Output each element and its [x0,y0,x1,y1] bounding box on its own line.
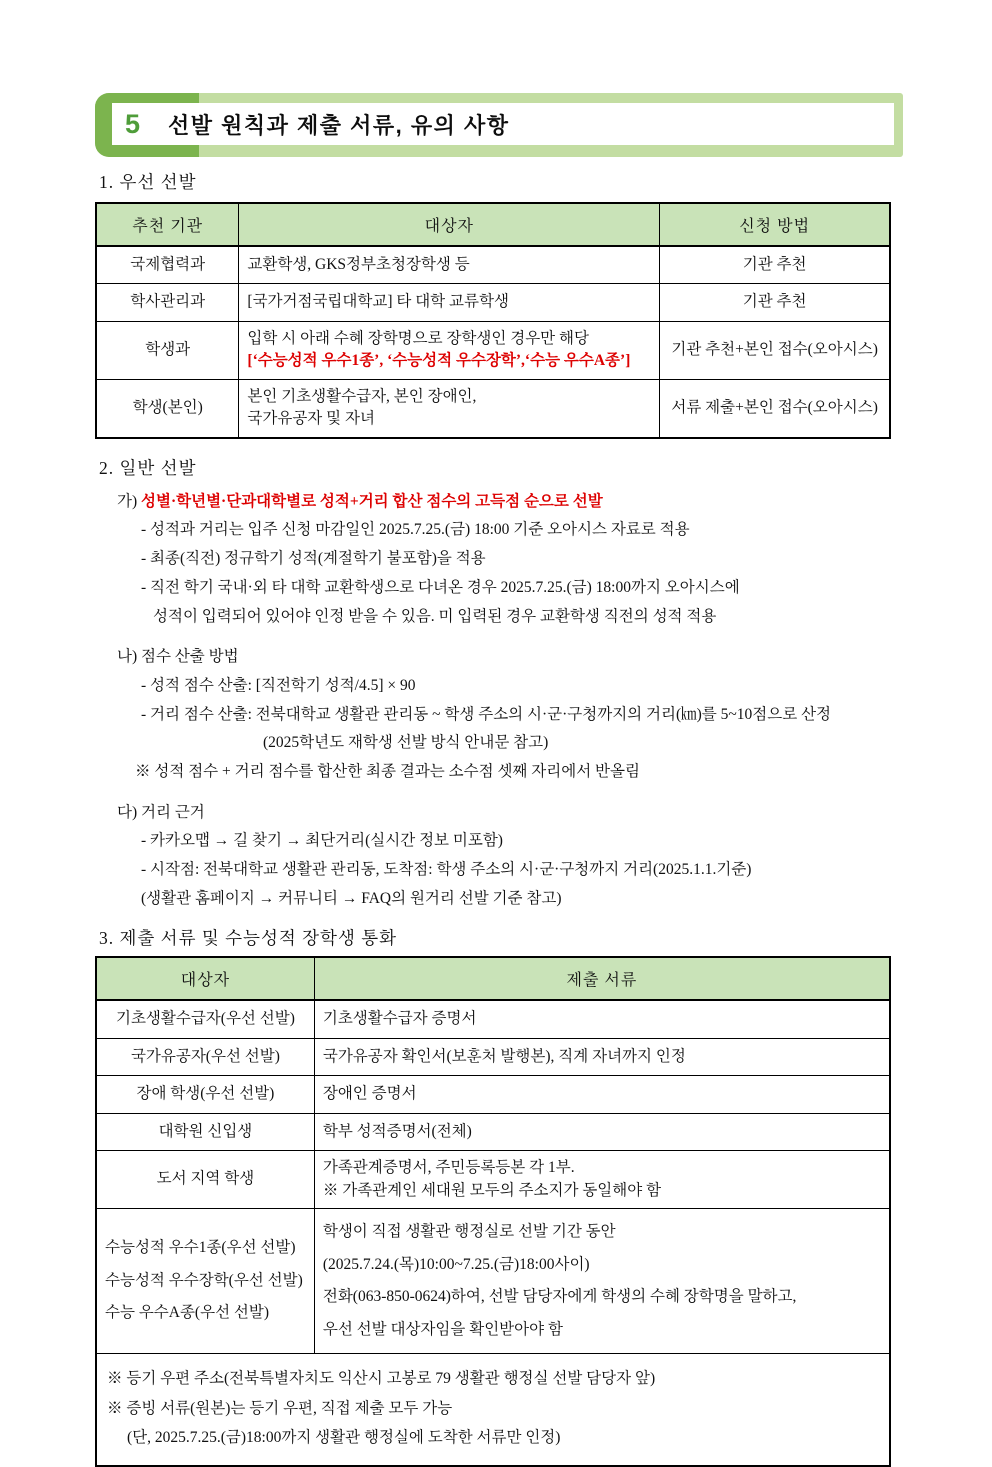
ga-bullet-continuation: 성적이 입력되어 있어야 인정 받을 수 있음. 미 입력된 경우 교환학생 직전의 성적 적용 [153,607,717,625]
table-row [96,284,890,321]
table-row [96,1151,890,1209]
org-cell: 학생과 [96,321,239,379]
na-rounding-note: ※ 성적 점수 + 거리 점수를 합산한 최종 결과는 소수점 셋째 자리에서 반올림 [135,762,640,780]
section-2-heading: 2. 일반 선발 [99,457,197,478]
table-row [96,1113,890,1150]
docs-line: ※ 가족관계인 세대원 모두의 주소지가 동일해야 함 [322,1181,662,1199]
header-org: 추천 기관 [96,203,239,246]
target-cell [239,321,660,379]
note-line: (단, 2025.7.25.(금)18:00까지 생활관 행정실에 도착한 서류만 인정) [127,1429,561,1447]
section-5-banner [95,93,903,157]
table-note-row [96,1354,890,1466]
ga-bullet: - 최종(직전) 정규학기 성적(계절학기 불포함)을 적용 [141,550,486,568]
target-cell: 교환학생, GKS정부초청장학생 등 [239,246,660,284]
da-bullet: - 카카오맵 → 길 찾기 → 최단거리(실시간 정보 미포함) [141,832,503,850]
priority-selection-table [95,202,891,439]
target-cell [239,379,660,437]
target-cell: [국가거점국립대학교] 타 대학 교류학생 [239,284,660,321]
target-cell: 장애 학생(우선 선발) [96,1076,314,1113]
submission-documents-table [95,956,891,1466]
header-target: 대상자 [239,203,660,246]
target-line: 수능성적 우수1종(우선 선발) [105,1239,296,1257]
table-row [96,1000,890,1038]
ga-bullet: - 성적과 거리는 입주 신청 마감일인 2025.7.25.(금) 18:00 기준 오아시스 자료로 적용 [141,521,690,539]
docs-cell: 장애인 증명서 [314,1076,890,1113]
ga-bullet: - 직전 학기 국내·외 타 대학 교환학생으로 다녀온 경우 2025.7.25.(금) 18:00까지 오아시스에 [141,578,740,596]
table-row [96,1076,890,1113]
section-3-heading: 3. 제출 서류 및 수능성적 장학생 통화 [99,928,398,949]
note-cell [96,1354,890,1466]
docs-line: (2025.7.24.(목)10:00~7.25.(금)18:00사이) [322,1255,590,1273]
na-label: 나) 점수 산출 방법 [117,648,239,666]
docs-cell: 기초생활수급자 증명서 [314,1000,890,1038]
section-number: 5 [125,108,141,139]
header-docs: 제출 서류 [314,957,890,1000]
org-cell: 학사관리과 [96,284,239,321]
header-method: 신청 방법 [660,203,890,246]
docs-line: 학생이 직접 생활관 행정실로 선발 기간 동안 [322,1223,616,1241]
section-1-heading: 1. 우선 선발 [99,172,197,192]
table-row [96,246,890,284]
target-line: 입학 시 아래 수혜 장학명으로 장학생인 경우만 해당 [247,329,589,347]
org-cell: 국제협력과 [96,246,239,284]
target-cell: 대학원 신입생 [96,1113,314,1150]
target-cell: 도서 지역 학생 [96,1151,314,1209]
method-cell: 서류 제출+본인 접수(오아시스) [660,379,890,437]
target-line: 수능성적 우수장학(우선 선발) [105,1271,303,1289]
method-cell: 기관 추천+본인 접수(오아시스) [660,321,890,379]
banner-inner [112,103,894,145]
ga-emphasis-text: 성별·학년별·단과대학별로 성적+거리 합산 점수의 고득점 순으로 선발 [141,492,603,510]
docs-line: 가족관계증명서, 주민등록등본 각 1부. [322,1159,575,1177]
da-label: 다) 거리 근거 [117,803,205,821]
table-row [96,1209,890,1354]
da-reference-note: (생활관 홈페이지 → 커뮤니티 → FAQ의 원거리 선발 기준 참고) [141,889,562,907]
docs-line: 전화(063-850-0624)하여, 선발 담당자에게 학생의 수혜 장학명을 말하고, [322,1288,797,1306]
table-header-row [96,957,890,1000]
target-cell: 기초생활수급자(우선 선발) [96,1000,314,1038]
target-line: 본인 기초생활수급자, 본인 장애인, [247,387,477,405]
target-line: 수능 우수A종(우선 선발) [105,1304,270,1322]
table-row [96,379,890,437]
page-title: 선발 원칙과 제출 서류, 유의 사항 [168,112,510,138]
method-cell: 기관 추천 [660,246,890,284]
docs-cell [314,1209,890,1354]
docs-cell: 학부 성적증명서(전체) [314,1113,890,1150]
na-bullet: - 거리 점수 산출: 전북대학교 생활관 관리동 ~ 학생 주소의 시·군·구청까지의 거리(㎞)를 5~10점으로 산정 [141,705,832,723]
table-row [96,321,890,379]
note-line: ※ 증빙 서류(원본)는 등기 우편, 직접 제출 모두 가능 [107,1399,453,1417]
score-calc-na-block [95,643,891,786]
da-bullet: - 시작점: 전북대학교 생활관 관리동, 도착점: 학생 주소의 시·군·구청까지 거리(2025.1.1.기준) [141,860,752,878]
org-cell: 학생(본인) [96,379,239,437]
target-cell [96,1209,314,1354]
ga-title-line [95,488,891,517]
method-cell: 기관 추천 [660,284,890,321]
na-bullet-continuation: (2025학년도 재학생 선발 방식 안내문 참고) [263,734,549,752]
header-target: 대상자 [96,957,314,1000]
docs-line: 우선 선발 대상자임을 확인받아야 함 [322,1320,563,1338]
document-content [95,163,891,1467]
note-line: ※ 등기 우편 주소(전북특별자치도 익산시 고봉로 79 생활관 행정실 선발 담당자 앞) [107,1370,656,1388]
target-cell: 국가유공자(우선 선발) [96,1038,314,1075]
target-line-red: [‘수능성적 우수1종’, ‘수능성적 우수장학’,‘수능 우수A종’] [247,352,631,370]
distance-basis-da-block [95,799,891,914]
target-line: 국가유공자 및 자녀 [247,410,375,428]
ga-label: 가) [117,492,138,510]
na-bullet: - 성적 점수 산출: [직전학기 성적/4.5] × 90 [141,676,416,694]
table-row [96,1038,890,1075]
table-header-row [96,203,890,246]
docs-cell [314,1151,890,1209]
docs-cell: 국가유공자 확인서(보훈처 발행본), 직계 자녀까지 인정 [314,1038,890,1075]
general-selection-ga-block [95,488,891,631]
